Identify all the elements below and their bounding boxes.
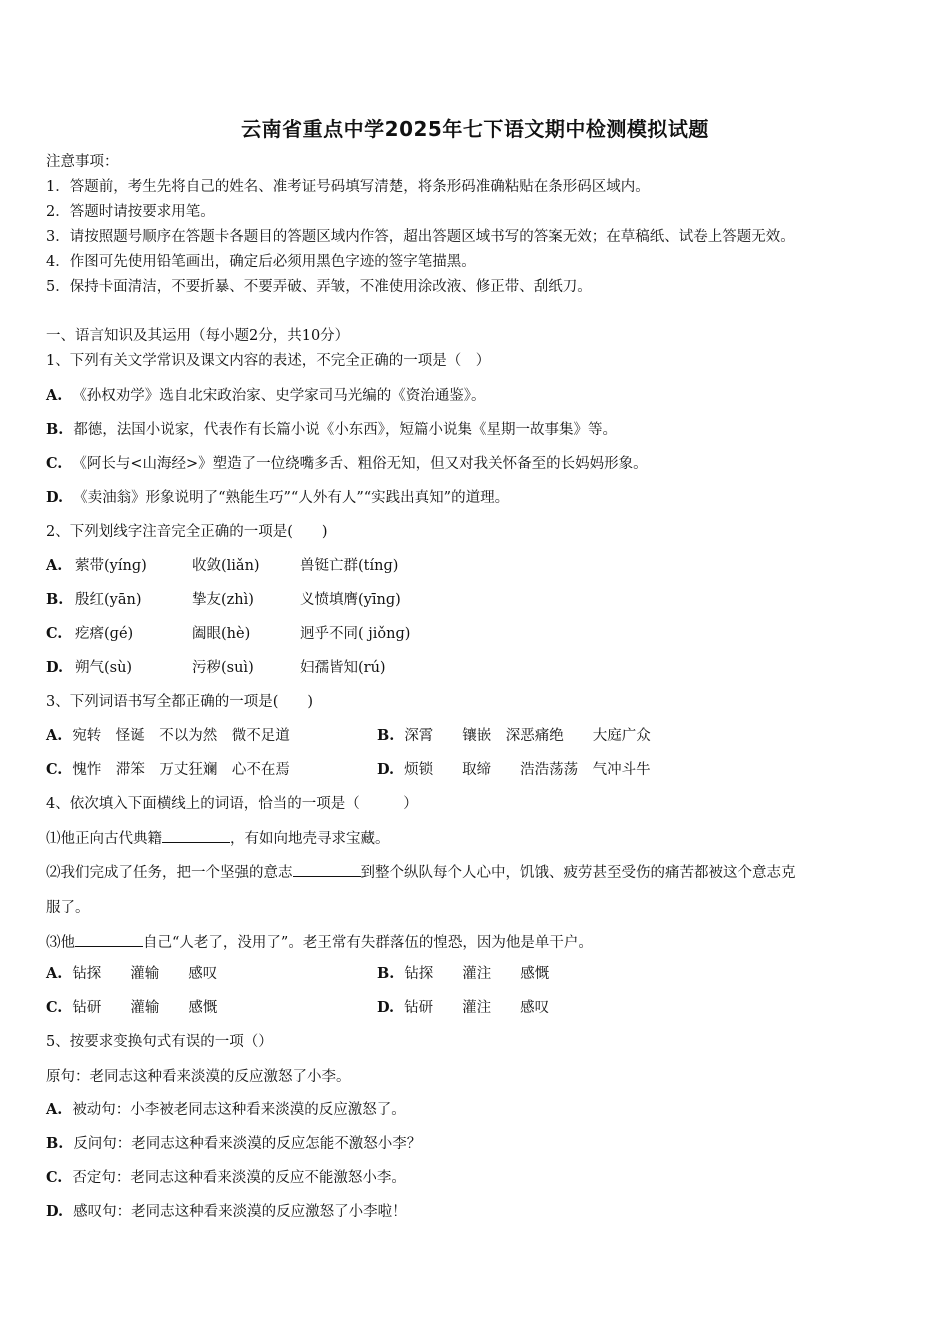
q4-sentence-2: ⑵我们完成了任务，把一个坚强的意志 到整个纵队每个人心中，饥饿、疲劳甚至受伤的痛苦都被这个意志克 [46, 862, 796, 883]
q5-option-c: C. 否定句：老同志这种看来淡漠的反应不能激怒小李。 [46, 1169, 406, 1186]
q2-word: 萦带(yínɡ) [75, 558, 147, 574]
q2-word: 污秽(suì) [192, 660, 254, 676]
notice-item: 5．保持卡面清洁，不要折暴、不要弄破、弄皱，不准使用涂改液、修正带、刮纸刀。 [46, 279, 592, 295]
question-4-stem: 4、依次填入下面横线上的词语，恰当的一项是（ ） [46, 796, 418, 812]
q2-word: 收敛(liǎn) [192, 558, 260, 574]
notice-item: 2．答题时请按要求用笔。 [46, 204, 215, 220]
q2-word: 义愤填膺(yīnɡ) [300, 592, 401, 608]
q5-option-d: D. 感叹句：老同志这种看来淡漠的反应激怒了小李啦！ [46, 1203, 407, 1220]
notice-item: 4．作图可先使用铅笔画出，确定后必须用黑色字迹的签字笔描黑。 [46, 254, 476, 270]
q3-option-c: C. 愧怍 滞笨 万丈狂斓 心不在焉 [46, 761, 290, 778]
q4-option-d: D. 钻研 灌注 感叹 [377, 999, 550, 1016]
q5-original-sentence: 原句：老同志这种看来淡漠的反应激怒了小李。 [46, 1069, 351, 1085]
q2-word: 迥乎不同( jiǒnɡ) [300, 626, 411, 642]
q4-option-c: C. 钻研 灌输 感慨 [46, 999, 218, 1016]
answer-blank [162, 828, 230, 843]
question-1-stem: 1、下列有关文学常识及课文内容的表述，不完全正确的一项是（ ） [46, 353, 491, 369]
notice-item: 1．答题前，考生先将自己的姓名、准考证号码填写清楚，将条形码准确粘贴在条形码区域内。 [46, 179, 650, 195]
q2-option-d: D. [46, 659, 64, 676]
q2-word: 阖眼(hè) [192, 626, 251, 642]
q5-option-a: A. 被动句：小李被老同志这种看来淡漠的反应激怒了。 [46, 1101, 406, 1118]
q2-word: 疙瘩(ɡé) [75, 626, 134, 642]
notice-item: 3．请按照题号顺序在答题卡各题目的答题区域内作答，超出答题区域书写的答案无效；在草稿纸、试卷上答题无效。 [46, 229, 795, 245]
q2-word: 妇孺皆知(rú) [300, 660, 386, 676]
q4-option-b: B. 钻探 灌注 感慨 [377, 965, 550, 982]
q3-option-a: A. 宛转 怪诞 不以为然 微不足道 [46, 727, 290, 744]
question-5-stem: 5、按要求变换句式有误的一项（） [46, 1034, 273, 1050]
q2-word: 挚友(zhì) [192, 592, 254, 608]
q4-sentence-1: ⑴他正向古代典籍 ，有如向地壳寻求宝藏。 [46, 828, 390, 849]
question-2-stem: 2、下列划线字注音完全正确的一项是( ) [46, 524, 328, 540]
q5-option-b: B. 反问句：老同志这种看来淡漠的反应怎能不激怒小李？ [46, 1135, 422, 1152]
q2-option-c: C. [46, 625, 63, 642]
q2-word: 殷红(yān) [75, 592, 142, 608]
q2-option-a: A. [46, 557, 63, 574]
answer-blank [293, 862, 361, 877]
q4-option-a: A. 钻探 灌输 感叹 [46, 965, 218, 982]
q1-option-d: D. 《卖油翁》形象说明了“熟能生巧”“人外有人”“实践出真知”的道理。 [46, 489, 510, 506]
q2-option-b: B. [46, 591, 64, 608]
page-title: 云南省重点中学2025年七下语文期中检测模拟试题 [241, 117, 709, 141]
q1-option-c: C. 《阿长与<山海经>》塑造了一位绕嘴多舌、粗俗无知，但又对我关怀备至的长妈妈形象。 [46, 455, 648, 472]
answer-blank [75, 932, 143, 947]
q2-word: 兽铤亡群(tínɡ) [300, 558, 399, 574]
question-3-stem: 3、下列词语书写全都正确的一项是( ) [46, 694, 314, 710]
q3-option-b: B. 深霄 镶嵌 深恶痛绝 大庭广众 [377, 727, 651, 744]
q3-option-d: D. 烦锁 取缔 浩浩荡荡 气冲斗牛 [377, 761, 651, 778]
q1-option-a: A. 《孙权劝学》选自北宋政治家、史学家司马光编的《资治通鉴》。 [46, 387, 486, 404]
q4-sentence-3: ⑶他 自己“人老了，没用了”。老王常有失群落伍的惶恐，因为他是单干户。 [46, 932, 593, 953]
section-heading: 一、语言知识及其运用（每小题2分，共10分） [46, 328, 350, 344]
q1-option-b: B. 都德，法国小说家，代表作有长篇小说《小东西》，短篇小说集《星期一故事集》等。 [46, 421, 618, 438]
notice-heading: 注意事项： [46, 154, 119, 170]
q4-sentence-2-cont: 服了。 [46, 900, 90, 916]
q2-word: 朔气(sù) [75, 660, 133, 676]
